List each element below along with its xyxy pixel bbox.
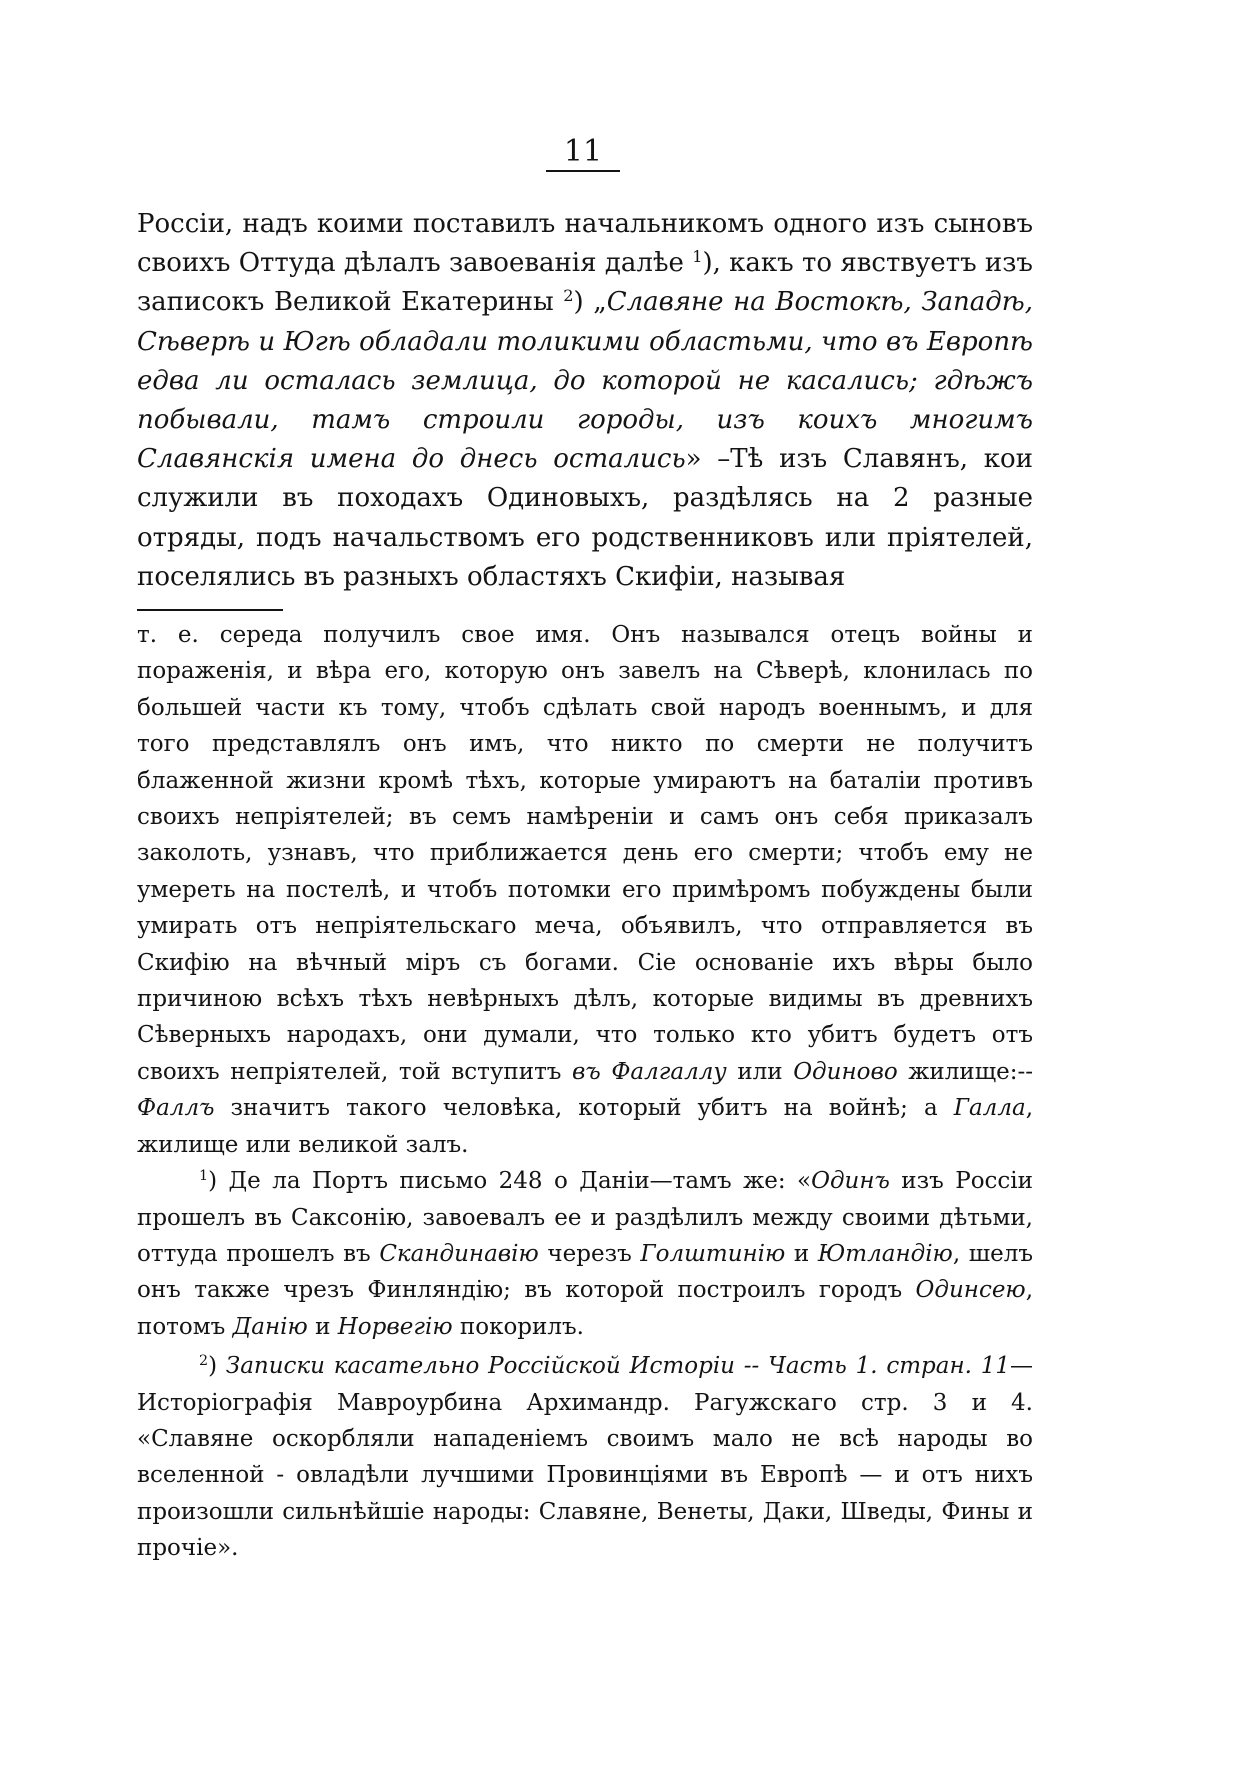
main-text-part: ), какъ то явствуетъ изъ записокъ Великой Екатерины	[137, 248, 1033, 318]
catherine-quote: Славяне на Востокѣ, Западѣ, Сѣверѣ и Югѣ обладали толикими областьми, что въ Европѣ едва ли осталась землица, до которой не касались; гдѣжъ побывали, тамъ строили городы, изъ коихъ многимъ Славянскія имена до днесь остались	[137, 287, 1033, 475]
footnote-text: изъ Россіи прошелъ въ Саксонію, завоевалъ ее и раздѣлилъ между своими дѣтьми, оттуда прошелъ въ	[137, 1168, 1033, 1267]
footnote-text: —Исторіографія Мавроурбина Архимандр. Рагужскаго стр. 3 и 4. «Славяне оскорбляли нападеніемъ своимъ мало не всѣ народы во вселенной - овладѣли лучшими Провинціями въ Европѣ — и отъ нихъ произошли сильнѣйшіе народы: Славяне, Венеты, Даки, Шведы, Фины и прочіе».	[137, 1353, 1033, 1562]
page-number-rule	[546, 170, 620, 172]
footnote-text: т. е. середа получилъ свое имя. Онъ назывался отецъ войны и пораженія, и вѣра его, которую онъ завелъ на Сѣверѣ, клонилась по большей части къ тому, чтобъ сдѣлать свой народъ военнымъ, и для того представлялъ онъ имъ, что никто по смерти не получитъ блаженной жизни кромѣ тѣхъ, которые умираютъ на баталіи противъ своихъ непріятелей; въ семъ намѣреніи и самъ онъ себя приказалъ заколоть, узнавъ, что приближается день его смерти; чтобъ ему не умереть на постелѣ, и чтобъ потомки его примѣромъ побуждены были умирать отъ непріятельскаго меча, объявилъ, что отправляется въ Скифію на вѣчный міръ съ богами. Сіе основаніе ихъ вѣры было причиною всѣхъ тѣхъ невѣрныхъ дѣлъ, которые видимы въ древнихъ Сѣверныхъ народахъ, они думали, что только кто убитъ будетъ отъ своихъ непріятелей, той вступитъ	[137, 622, 1033, 1085]
footnote-text: или	[726, 1058, 794, 1085]
main-text-part: ) „	[573, 287, 607, 318]
footnote-ref-2: 2	[563, 286, 574, 306]
footnote-1-number: 1	[199, 1168, 209, 1185]
footnote-text: и	[307, 1313, 338, 1340]
footnote-text: , шелъ онъ также чрезъ Финляндію; въ которой построилъ городъ	[137, 1240, 1033, 1304]
footnote-text: , жилище или великой залъ.	[137, 1095, 1033, 1158]
footnote-text: черезъ	[538, 1240, 641, 1267]
footnote-text: и	[785, 1240, 818, 1267]
footnote-emphasis: Записки касательно Россійской Исторіи -- Часть 1. стран. 11	[225, 1353, 1010, 1380]
footnote-emphasis: Данію	[232, 1313, 308, 1340]
page-number: 11	[563, 134, 603, 169]
footnote-separator	[137, 609, 283, 611]
footnote-emphasis: Голштинію	[640, 1240, 786, 1267]
main-text-part: » –Тѣ изъ Славянъ, кои служили въ походахъ Одиновыхъ, раздѣлясь на 2 разные отряды, подъ начальствомъ его родственниковъ или пріятелей, поселялись въ разныхъ областяхъ Скифіи, называя	[137, 444, 1033, 592]
main-paragraph	[137, 205, 1033, 597]
footnote-2-number: 2	[199, 1353, 209, 1370]
footnote-emphasis: Ютландію	[817, 1240, 953, 1267]
footnote-1	[137, 1163, 1033, 1345]
footnote-emphasis: Норвегію	[337, 1313, 453, 1340]
footnote-2	[137, 1348, 1033, 1566]
main-text-part: Россіи, надъ коими поставилъ начальникомъ одного изъ сыновъ своихъ Оттуда дѣлалъ завоеванія далѣе	[137, 209, 1033, 279]
footnote-emphasis: Скандинавію	[379, 1240, 539, 1267]
footnote-emphasis: Одиново	[793, 1058, 898, 1085]
footnote-text: жилище:--	[897, 1058, 1033, 1085]
footnote-text: ) Де ла Портъ письмо 248 о Даніи—тамъ же: «	[208, 1168, 812, 1195]
footnote-text: )	[208, 1353, 226, 1380]
footnote-emphasis: въ Фалгаллу	[572, 1058, 727, 1085]
footnote-text: значитъ такого человѣка, который убитъ на войнѣ; а	[214, 1095, 954, 1122]
footnotes	[137, 617, 1033, 1567]
footnote-text: , потомъ	[137, 1277, 1033, 1340]
footnote-emphasis: Одинъ	[811, 1168, 890, 1195]
footnote-emphasis: Фаллъ	[137, 1095, 215, 1122]
footnote-continuation	[137, 617, 1033, 1163]
footnote-emphasis: Одинсею	[915, 1277, 1026, 1304]
footnote-emphasis: Галла	[953, 1095, 1026, 1122]
footnote-ref-1: 1	[692, 247, 703, 267]
footnote-text: покорилъ.	[452, 1313, 584, 1340]
